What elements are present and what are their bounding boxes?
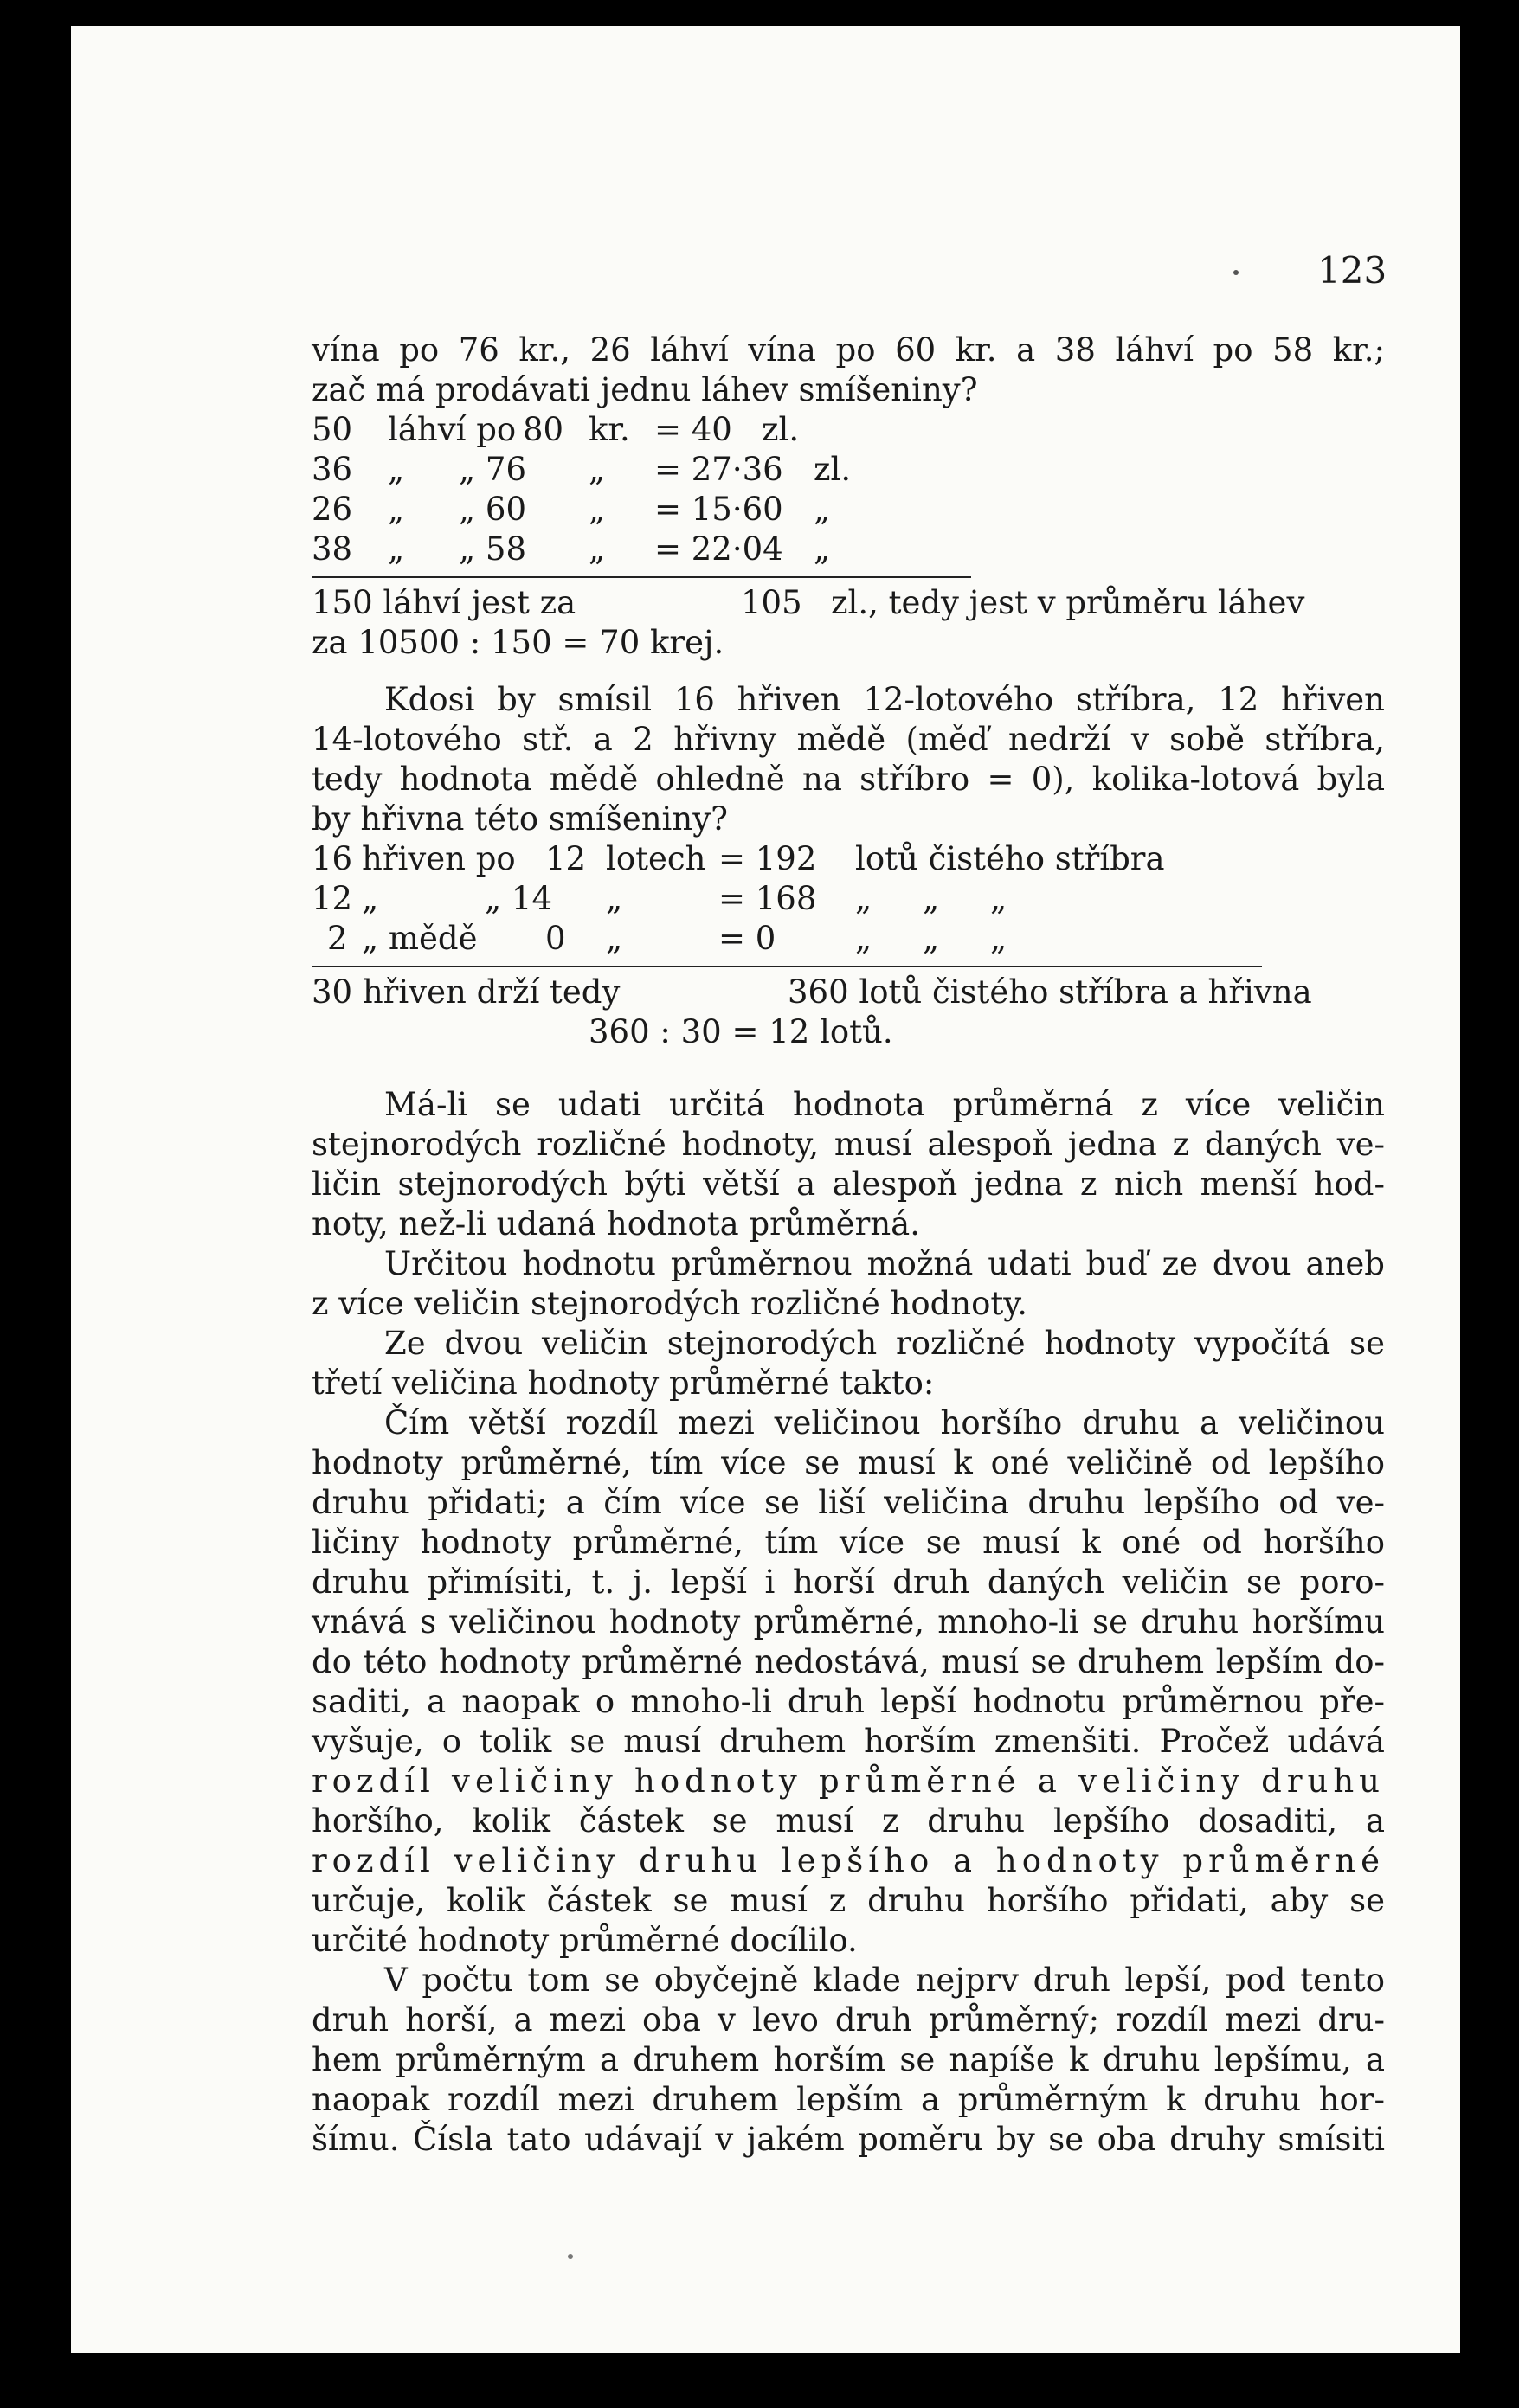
text-line: šímu. Čísla tato udávají v jakém poměru by se oba druhy smísiti (312, 2121, 1385, 2158)
text-line: saditi, a naopak o mnoho-li druh lepší hodnotu průměrnou pře- (312, 1683, 1385, 1720)
text-line: druh horší, a mezi oba v levo druh průměrný; rozdíl mezi dru- (312, 2001, 1385, 2039)
text-line: druhu přidati; a čím více se liší veličina druhu lepšího od ve- (312, 1484, 1385, 1521)
calc-row: 26 „ „ 60 „ = 15·60 „ (312, 491, 831, 528)
text-line: určité hodnoty průměrné docílilo. (312, 1922, 858, 1959)
text-line: určuje, kolik částek se musí z druhu horšího přidati, aby se (312, 1882, 1385, 1919)
text-line: hem průměrným a druhem horším se napíše k druhu lepšímu, a (312, 2041, 1385, 2078)
text-line: ličiny hodnoty průměrné, tím více se musí k oné od horšího (312, 1524, 1385, 1561)
text-line: naopak rozdíl mezi druhem lepším a průměrným k druhu hor- (312, 2081, 1385, 2118)
calc-result: 360 : 30 = 12 lotů. (589, 1013, 893, 1050)
text-line: Čím větší rozdíl mezi veličinou horšího druhu a veličinou (384, 1404, 1385, 1442)
text-line: noty, než-li udaná hodnota průměrná. (312, 1205, 920, 1243)
page-number: 123 (1317, 249, 1387, 292)
sum-rule (312, 966, 1262, 967)
text-line: horšího, kolik částek se musí z druhu lepšího dosaditi, a (312, 1802, 1385, 1840)
calc-row: 2 „ mědě 0 „ = 0 „ „ „ (327, 920, 1007, 957)
text-line: Má-li se udati určitá hodnota průměrná z více veličin (384, 1086, 1385, 1123)
text-line: vnává s veličinou hodnoty průměrné, mnoho-li se druhu horšímu (312, 1603, 1385, 1641)
text-line: V počtu tom se obyčejně klade nejprv druh lepší, pod tento (384, 1962, 1385, 1999)
text-line: třetí veličina hodnoty průměrné takto: (312, 1365, 935, 1402)
text-line: druhu přimísiti, t. j. lepší i horší druh daných veličin se poro- (312, 1564, 1385, 1601)
calc-row: 36 „ „ 76 „ = 27·36 zl. (312, 451, 852, 488)
text-line: ličin stejnorodých býti větší a alespoň jedna z nich menší hod- (312, 1165, 1385, 1203)
text-line: rozdíl veličiny hodnoty průměrné a veličiny druhu (312, 1763, 1385, 1800)
sum-rule (312, 576, 971, 578)
text-line: do této hodnoty průměrné nedostává, musí se druhem lepším do- (312, 1643, 1385, 1680)
calc-result: za 10500 : 150 = 70 krej. (312, 624, 724, 661)
speck (1233, 270, 1239, 275)
text-line: vína po 76 kr., 26 láhví vína po 60 kr. a 38 láhví po 58 kr.; (312, 331, 1385, 369)
calc-row: 12 „ „ 14 „ = 168 „ „ „ (312, 880, 1007, 917)
text-line: zač má prodávati jednu láhev smíšeniny? (312, 371, 978, 408)
text-line: hodnoty průměrné, tím více se musí k oné veličině od lepšího (312, 1444, 1385, 1481)
text-line: by hřivna této smíšeniny? (312, 800, 728, 838)
text-line: Určitou hodnotu průměrnou možná udati buď ze dvou aneb (384, 1245, 1385, 1282)
text-line: tedy hodnota mědě ohledně na stříbro = 0), kolika-lotová byla (312, 761, 1385, 798)
calc-total: 150 láhví jest za 105 zl., tedy jest v průměru láhev (312, 584, 1305, 621)
speck (568, 2254, 573, 2259)
calc-row: 50 láhví po 80 kr. = 40 zl. (312, 411, 800, 448)
text-line: vyšuje, o tolik se musí druhem horším zmenšiti. Pročež udává (312, 1723, 1385, 1760)
calc-total: 30 hřiven drží tedy 360 lotů čistého stříbra a hřivna (312, 973, 1312, 1011)
calc-row: 16 hřiven po 12 lotech = 192 lotů čistého stříbra (312, 840, 1165, 877)
text-line: stejnorodých rozličné hodnoty, musí alespoň jedna z daných ve- (312, 1126, 1385, 1163)
text-line: Kdosi by smísil 16 hřiven 12-lotového stříbra, 12 hřiven (384, 681, 1385, 718)
book-page (71, 26, 1460, 2353)
text-line: rozdíl veličiny druhu lepšího a hodnoty průměrné (312, 1842, 1385, 1879)
calc-row: 38 „ „ 58 „ = 22·04 „ (312, 530, 831, 568)
text-line: z více veličin stejnorodých rozličné hodnoty. (312, 1285, 1028, 1322)
text-line: Ze dvou veličin stejnorodých rozličné hodnoty vypočítá se (384, 1325, 1385, 1362)
text-line: 14-lotového stř. a 2 hřivny mědě (měď nedrží v sobě stříbra, (312, 721, 1385, 758)
